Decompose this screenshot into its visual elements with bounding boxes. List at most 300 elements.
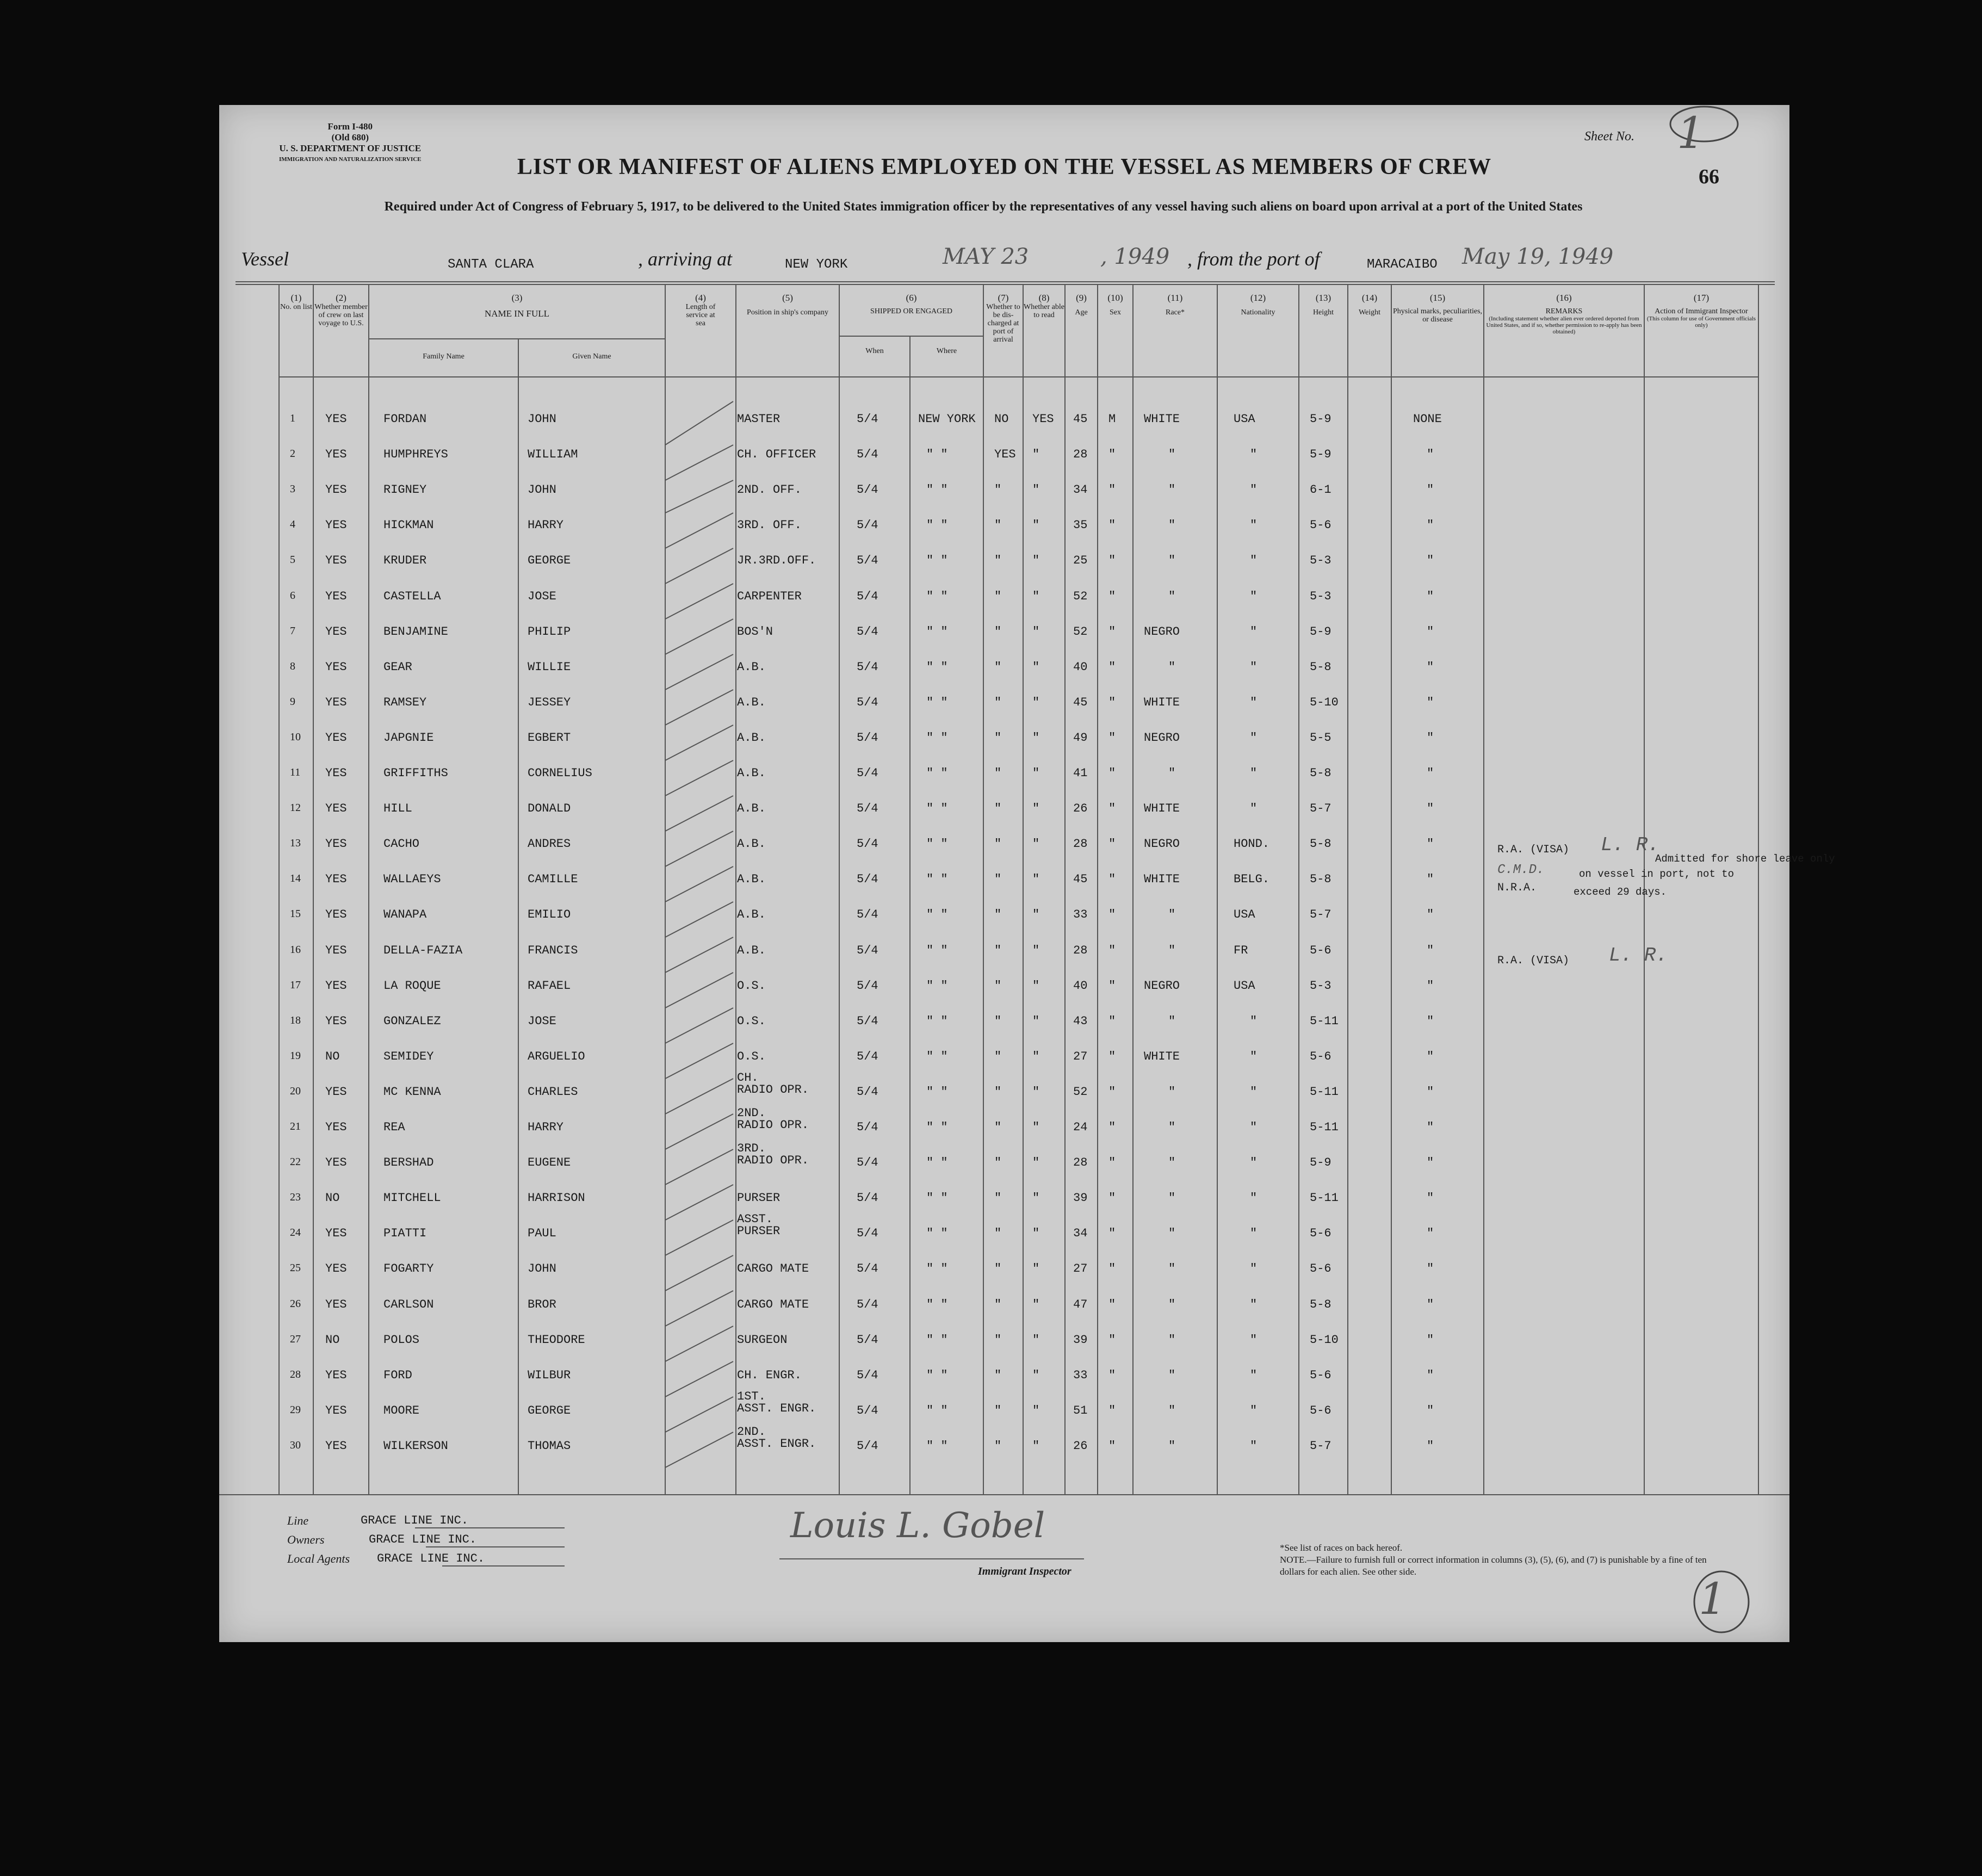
- sex: ": [1108, 660, 1116, 674]
- nationality: ": [1250, 1439, 1258, 1453]
- position: A.B.: [737, 943, 766, 957]
- physical-marks: ": [1427, 1403, 1434, 1417]
- physical-marks: ": [1427, 979, 1434, 993]
- height: 5-9: [1310, 624, 1331, 639]
- age: 43: [1073, 1014, 1088, 1028]
- shipped-where: " ": [926, 1439, 948, 1453]
- discharged: ": [994, 1403, 1002, 1417]
- sex: ": [1108, 837, 1116, 851]
- race: ": [1168, 1333, 1176, 1347]
- able-to-read: ": [1032, 1333, 1040, 1347]
- shipped-where: " ": [926, 695, 948, 709]
- remark-14-typed: N.R.A.: [1497, 882, 1537, 894]
- family-name: DELLA-FAZIA: [383, 943, 463, 957]
- physical-marks: ": [1427, 483, 1434, 497]
- discharged: ": [994, 1049, 1002, 1063]
- shipped-when: 5/4: [857, 837, 878, 851]
- position: CARGO MATE: [737, 1297, 809, 1311]
- given-name: FRANCIS: [528, 943, 578, 957]
- race: ": [1168, 518, 1176, 533]
- race: WHITE: [1144, 1049, 1180, 1063]
- col-2-header: (2) Whether member of crew on last voyage to U.S.: [314, 293, 368, 327]
- able-to-read: ": [1032, 1439, 1040, 1453]
- vessel-name: SANTA CLARA: [448, 257, 534, 272]
- height: 5-6: [1310, 1049, 1331, 1063]
- discharged: ": [994, 660, 1002, 674]
- race: ": [1168, 660, 1176, 674]
- height: 5-8: [1310, 872, 1331, 887]
- discharged: NO: [994, 412, 1009, 426]
- previous-voyage: YES: [325, 1368, 347, 1382]
- previous-voyage: YES: [325, 448, 347, 462]
- given-name: JOHN: [528, 412, 556, 426]
- given-name: EMILIO: [528, 908, 571, 922]
- discharged: ": [994, 1262, 1002, 1276]
- race: ": [1168, 1368, 1176, 1382]
- height: 5-8: [1310, 660, 1331, 674]
- physical-marks: ": [1427, 1014, 1434, 1028]
- height: 5-7: [1310, 908, 1331, 922]
- previous-voyage: YES: [325, 730, 347, 745]
- discharged: ": [994, 943, 1002, 957]
- given-name: JOSE: [528, 1014, 556, 1028]
- where-header: Where: [936, 347, 957, 355]
- physical-marks: ": [1427, 1333, 1434, 1347]
- discharged: YES: [994, 448, 1016, 462]
- sex: ": [1108, 1156, 1116, 1170]
- age: 27: [1073, 1262, 1088, 1276]
- position: 3RD. OFF.: [737, 518, 802, 533]
- row-number: 7: [290, 624, 295, 637]
- physical-marks: ": [1427, 624, 1434, 639]
- shipped-when: 5/4: [857, 1120, 878, 1134]
- height: 5-8: [1310, 1297, 1331, 1311]
- age: 45: [1073, 412, 1088, 426]
- previous-voyage: YES: [325, 943, 347, 957]
- able-to-read: ": [1032, 1227, 1040, 1241]
- height: 5-6: [1310, 1227, 1331, 1241]
- col-11-header: (11) Race*: [1166, 293, 1185, 317]
- shipped-where: " ": [926, 1156, 948, 1170]
- row-number: 12: [290, 802, 301, 814]
- position: 2ND. ASST. ENGR.: [737, 1425, 816, 1451]
- physical-marks: ": [1427, 554, 1434, 568]
- line-label: Line: [287, 1514, 309, 1527]
- physical-marks: ": [1427, 802, 1434, 816]
- arrival-year: , 1949: [1100, 244, 1170, 269]
- position: 2ND. OFF.: [737, 483, 802, 497]
- col-14-header: (14) Weight: [1358, 293, 1381, 317]
- age: 34: [1073, 1227, 1088, 1241]
- bottom-sheet-number: 1: [1699, 1574, 1726, 1624]
- nationality: ": [1250, 1262, 1258, 1276]
- sex: ": [1108, 766, 1116, 780]
- sex: ": [1108, 1333, 1116, 1347]
- position: O.S.: [737, 1014, 766, 1028]
- able-to-read: ": [1032, 1368, 1040, 1382]
- row-number: 17: [290, 979, 301, 991]
- age: 52: [1073, 589, 1088, 603]
- position: SURGEON: [737, 1333, 788, 1347]
- race: NEGRO: [1144, 979, 1180, 993]
- physical-marks: ": [1427, 1156, 1434, 1170]
- age: 45: [1073, 695, 1088, 709]
- discharged: ": [994, 872, 1002, 887]
- discharged: ": [994, 1297, 1002, 1311]
- age: 28: [1073, 837, 1088, 851]
- family-name: BERSHAD: [383, 1156, 434, 1170]
- able-to-read: ": [1032, 518, 1040, 533]
- height: 5-7: [1310, 802, 1331, 816]
- col-4-header: (4) Length of service at sea: [685, 293, 716, 327]
- given-name: CAMILLE: [528, 872, 578, 887]
- sex: ": [1108, 483, 1116, 497]
- given-name: GEORGE: [528, 1403, 571, 1417]
- shipped-when: 5/4: [857, 1439, 878, 1453]
- sex: ": [1108, 1439, 1116, 1453]
- race: ": [1168, 1262, 1176, 1276]
- previous-voyage: YES: [325, 1262, 347, 1276]
- family-name: GONZALEZ: [383, 1014, 441, 1028]
- row-number: 8: [290, 660, 295, 672]
- nationality: USA: [1234, 979, 1255, 993]
- given-name: THOMAS: [528, 1439, 571, 1453]
- able-to-read: ": [1032, 1297, 1040, 1311]
- age: 40: [1073, 979, 1088, 993]
- shipped-where: " ": [926, 1368, 948, 1382]
- discharged: ": [994, 518, 1002, 533]
- height: 6-1: [1310, 483, 1331, 497]
- family-name: HICKMAN: [383, 518, 434, 533]
- age: 47: [1073, 1297, 1088, 1311]
- from-port: MARACAIBO: [1367, 257, 1438, 272]
- shipped-when: 5/4: [857, 1191, 878, 1205]
- shipped-when: 5/4: [857, 943, 878, 957]
- physical-marks: ": [1427, 695, 1434, 709]
- previous-voyage: YES: [325, 1297, 347, 1311]
- previous-voyage: YES: [325, 872, 347, 887]
- age: 34: [1073, 483, 1088, 497]
- sex: ": [1108, 1262, 1116, 1276]
- discharged: ": [994, 837, 1002, 851]
- given-name: JOSE: [528, 589, 556, 603]
- sheet-number-value: 1: [1677, 108, 1705, 158]
- shipped-when: 5/4: [857, 872, 878, 887]
- given-name: JESSEY: [528, 695, 571, 709]
- height: 5-9: [1310, 448, 1331, 462]
- sex: ": [1108, 1120, 1116, 1134]
- position: A.B.: [737, 660, 766, 674]
- position: CARGO MATE: [737, 1262, 809, 1276]
- family-name: PIATTI: [383, 1227, 427, 1241]
- physical-marks: ": [1427, 1297, 1434, 1311]
- age: 39: [1073, 1191, 1088, 1205]
- arriving-label: , arriving at: [638, 248, 733, 270]
- given-name: HARRISON: [528, 1191, 585, 1205]
- height: 5-9: [1310, 1156, 1331, 1170]
- row-number: 22: [290, 1156, 301, 1168]
- physical-marks: ": [1427, 1227, 1434, 1241]
- sheet-number-label: Sheet No.: [1584, 129, 1634, 144]
- discharged: ": [994, 730, 1002, 745]
- nationality: USA: [1234, 908, 1255, 922]
- inspector-signature: Louis L. Gobel: [790, 1506, 1045, 1546]
- physical-marks: ": [1427, 1049, 1434, 1063]
- shipped-when: 5/4: [857, 908, 878, 922]
- previous-voyage: YES: [325, 589, 347, 603]
- family-name: CASTELLA: [383, 589, 441, 603]
- given-name: BROR: [528, 1297, 556, 1311]
- row-number: 11: [290, 766, 301, 778]
- race: ": [1168, 483, 1176, 497]
- race: ": [1168, 1085, 1176, 1099]
- position: A.B.: [737, 908, 766, 922]
- able-to-read: ": [1032, 1156, 1040, 1170]
- discharged: ": [994, 1368, 1002, 1382]
- inspector-label: Immigrant Inspector: [978, 1565, 1071, 1577]
- physical-marks: ": [1427, 1085, 1434, 1099]
- able-to-read: ": [1032, 1262, 1040, 1276]
- age: 26: [1073, 1439, 1088, 1453]
- able-to-read: ": [1032, 766, 1040, 780]
- position: 3RD. RADIO OPR.: [737, 1142, 809, 1168]
- shipped-when: 5/4: [857, 695, 878, 709]
- able-to-read: ": [1032, 695, 1040, 709]
- previous-voyage: YES: [325, 1085, 347, 1099]
- remark-13-typed: R.A. (VISA): [1497, 844, 1570, 856]
- nationality: ": [1250, 483, 1258, 497]
- penalty-note: NOTE.—Failure to furnish full or correct information in columns (3), (5), (6), and (7) is punishable by a fine of ten dollars for each alien. See other side.: [1280, 1555, 1707, 1577]
- previous-voyage: YES: [325, 1156, 347, 1170]
- able-to-read: ": [1032, 943, 1040, 957]
- shipped-when: 5/4: [857, 624, 878, 639]
- previous-voyage: YES: [325, 660, 347, 674]
- remark-14-stamp-2: exceed 29 days.: [1574, 886, 1667, 898]
- family-name: RIGNEY: [383, 483, 427, 497]
- sex: ": [1108, 1191, 1116, 1205]
- able-to-read: ": [1032, 1120, 1040, 1134]
- discharged: ": [994, 1191, 1002, 1205]
- race: WHITE: [1144, 412, 1180, 426]
- shipped-where: " ": [926, 1191, 948, 1205]
- physical-marks: ": [1427, 872, 1434, 887]
- given-name-header: Given Name: [572, 352, 611, 361]
- footer-notes: [1280, 1542, 1715, 1578]
- from-date: May 19, 1949: [1462, 244, 1614, 269]
- given-name: WILBUR: [528, 1368, 571, 1382]
- nationality: ": [1250, 1014, 1258, 1028]
- height: 5-6: [1310, 1262, 1331, 1276]
- shipped-where: " ": [926, 483, 948, 497]
- family-name: GRIFFITHS: [383, 766, 448, 780]
- able-to-read: ": [1032, 1085, 1040, 1099]
- shipped-when: 5/4: [857, 554, 878, 568]
- position: A.B.: [737, 695, 766, 709]
- race: ": [1168, 1403, 1176, 1417]
- age: 25: [1073, 554, 1088, 568]
- discharged: ": [994, 589, 1002, 603]
- race: ": [1168, 589, 1176, 603]
- service: IMMIGRATION AND NATURALIZATION SERVICE: [279, 156, 422, 163]
- family-name: GEAR: [383, 660, 412, 674]
- row-number: 20: [290, 1085, 301, 1097]
- able-to-read: ": [1032, 1191, 1040, 1205]
- row-number: 5: [290, 554, 295, 566]
- shipped-where: " ": [926, 766, 948, 780]
- nationality: ": [1250, 1049, 1258, 1063]
- position: ASST. PURSER: [737, 1212, 781, 1239]
- age: 26: [1073, 802, 1088, 816]
- remark-14-initials: C.M.D.: [1497, 863, 1545, 877]
- shipped-when: 5/4: [857, 1049, 878, 1063]
- shipped-when: 5/4: [857, 589, 878, 603]
- shipped-when: 5/4: [857, 1085, 878, 1099]
- form-number: Form I-480: [327, 121, 373, 132]
- age: 27: [1073, 1049, 1088, 1063]
- shipped-where: " ": [926, 730, 948, 745]
- given-name: HARRY: [528, 1120, 564, 1134]
- family-name: BENJAMINE: [383, 624, 448, 639]
- able-to-read: ": [1032, 448, 1040, 462]
- given-name: JOHN: [528, 483, 556, 497]
- col-3-header: (3) NAME IN FULL: [485, 293, 549, 319]
- physical-marks: ": [1427, 943, 1434, 957]
- family-name: MC KENNA: [383, 1085, 441, 1099]
- col-9-header: (9) Age: [1075, 293, 1088, 317]
- physical-marks: ": [1427, 837, 1434, 851]
- shipped-where: " ": [926, 660, 948, 674]
- previous-voyage: YES: [325, 1014, 347, 1028]
- height: 5-7: [1310, 1439, 1331, 1453]
- discharged: ": [994, 695, 1002, 709]
- nationality: ": [1250, 802, 1258, 816]
- able-to-read: ": [1032, 624, 1040, 639]
- remark-13-initials: L. R.: [1601, 834, 1660, 856]
- family-name-header: Family Name: [423, 352, 464, 361]
- sex: ": [1108, 802, 1116, 816]
- race: ": [1168, 1120, 1176, 1134]
- race: NEGRO: [1144, 837, 1180, 851]
- row-number: 28: [290, 1368, 301, 1380]
- family-name: FORDAN: [383, 412, 427, 426]
- shipped-when: 5/4: [857, 483, 878, 497]
- race: ": [1168, 448, 1176, 462]
- height: 5-11: [1310, 1014, 1339, 1028]
- physical-marks: ": [1427, 1120, 1434, 1134]
- shipped-where: " ": [926, 837, 948, 851]
- sex: ": [1108, 589, 1116, 603]
- family-name: MITCHELL: [383, 1191, 441, 1205]
- shipped-where: " ": [926, 589, 948, 603]
- physical-marks: ": [1427, 660, 1434, 674]
- able-to-read: ": [1032, 660, 1040, 674]
- race: NEGRO: [1144, 730, 1180, 745]
- family-name: FOGARTY: [383, 1262, 434, 1276]
- sex: ": [1108, 695, 1116, 709]
- shipped-when: 5/4: [857, 518, 878, 533]
- nationality: ": [1250, 1191, 1258, 1205]
- able-to-read: ": [1032, 589, 1040, 603]
- shipped-where: " ": [926, 448, 948, 462]
- position: A.B.: [737, 766, 766, 780]
- shipped-when: 5/4: [857, 1333, 878, 1347]
- race: NEGRO: [1144, 624, 1180, 639]
- previous-voyage: YES: [325, 1403, 347, 1417]
- family-name: HILL: [383, 802, 412, 816]
- col-7-header: (7) Whether to be dis-charged at port of arrival: [986, 293, 1020, 344]
- arriving-port: NEW YORK: [785, 257, 848, 272]
- age: 45: [1073, 872, 1088, 887]
- nationality: HOND.: [1234, 837, 1270, 851]
- physical-marks: ": [1427, 730, 1434, 745]
- sex: ": [1108, 518, 1116, 533]
- shipped-where: " ": [926, 1014, 948, 1028]
- row-number: 30: [290, 1439, 301, 1451]
- race: ": [1168, 1439, 1176, 1453]
- nationality: ": [1250, 448, 1258, 462]
- height: 5-8: [1310, 766, 1331, 780]
- physical-marks: ": [1427, 766, 1434, 780]
- height: 5-3: [1310, 589, 1331, 603]
- given-name: HARRY: [528, 518, 564, 533]
- when-header: When: [865, 347, 884, 355]
- able-to-read: ": [1032, 1049, 1040, 1063]
- nationality: ": [1250, 1333, 1258, 1347]
- nationality: ": [1250, 1227, 1258, 1241]
- nationality: ": [1250, 730, 1258, 745]
- physical-marks: NONE: [1413, 412, 1442, 426]
- given-name: JOHN: [528, 1262, 556, 1276]
- shipped-where: " ": [926, 979, 948, 993]
- discharged: ": [994, 908, 1002, 922]
- family-name: LA ROQUE: [383, 979, 441, 993]
- given-name: CHARLES: [528, 1085, 578, 1099]
- previous-voyage: YES: [325, 979, 347, 993]
- age: 41: [1073, 766, 1088, 780]
- given-name: ANDRES: [528, 837, 571, 851]
- row-number: 3: [290, 483, 295, 496]
- shipped-when: 5/4: [857, 766, 878, 780]
- race: ": [1168, 766, 1176, 780]
- given-name: EUGENE: [528, 1156, 571, 1170]
- shipped-when: 5/4: [857, 1014, 878, 1028]
- able-to-read: ": [1032, 554, 1040, 568]
- shipped-when: 5/4: [857, 979, 878, 993]
- previous-voyage: YES: [325, 1120, 347, 1134]
- discharged: ": [994, 979, 1002, 993]
- row-number: 16: [290, 943, 301, 956]
- given-name: PAUL: [528, 1227, 556, 1241]
- owners-value: GRACE LINE INC.: [369, 1533, 477, 1546]
- able-to-read: ": [1032, 1403, 1040, 1417]
- position: A.B.: [737, 837, 766, 851]
- family-name: WALLAEYS: [383, 872, 441, 887]
- able-to-read: ": [1032, 872, 1040, 887]
- form-old-number: (Old 680): [331, 132, 369, 143]
- sex: ": [1108, 1403, 1116, 1417]
- race: ": [1168, 943, 1176, 957]
- race: ": [1168, 1191, 1176, 1205]
- remark-16-typed: R.A. (VISA): [1497, 955, 1570, 967]
- race: WHITE: [1144, 695, 1180, 709]
- race: WHITE: [1144, 802, 1180, 816]
- row-number: 21: [290, 1120, 301, 1132]
- col-6-header: (6) SHIPPED OR ENGAGED: [870, 293, 952, 315]
- agents-label: Local Agents: [287, 1552, 350, 1565]
- sex: ": [1108, 943, 1116, 957]
- family-name: WILKERSON: [383, 1439, 448, 1453]
- height: 5-11: [1310, 1085, 1339, 1099]
